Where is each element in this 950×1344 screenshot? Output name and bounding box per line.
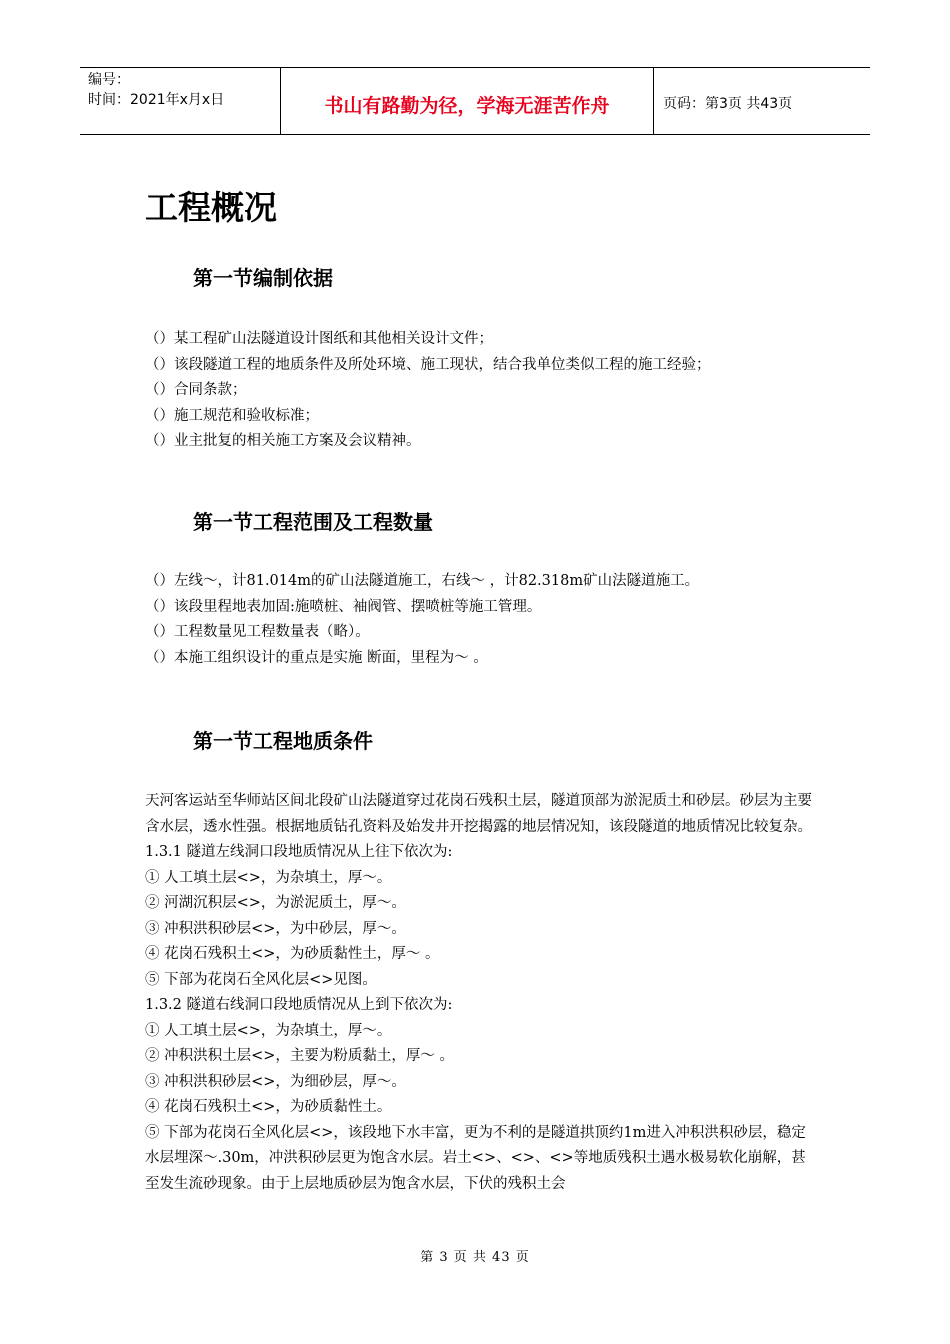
list-item: （）本施工组织设计的重点是实施 断面，里程为～ 。 [145,649,488,666]
document-time-label: 时间：2021年x月x日 [88,92,225,108]
header-motto: 书山有路勤为径，学海无涯苦作舟 [280,68,654,134]
paragraph: ③ 冲积洪积砂层<>，为细砂层，厚～。 [145,1073,406,1090]
paragraph: ⑤ 下部为花岗石全风化层<>见图。 [145,971,377,988]
section-heading-scope: 第一节工程范围及工程数量 [193,510,433,534]
list-item: （）工程数量见工程数量表（略）。 [145,624,370,640]
paragraph: ② 冲积洪积土层<>，主要为粉质黏土，厚～ 。 [145,1048,455,1064]
scope-list [145,569,699,671]
list-item: （）左线～，计81.014m的矿山法隧道施工，右线～ ，计82.318m矿山法隧道施工。 [145,573,700,589]
list-item: （）施工规范和验收标准； [145,407,319,424]
list-item: （）该段隧道工程的地质条件及所处环境、施工现状，结合我单位类似工程的施工经验； [145,356,711,373]
paragraph: ④ 花岗石残积土<>，为砂质黏性土，厚～ 。 [145,946,440,962]
header-page-info: 页码：第3页 共43页 [663,96,793,112]
list-item: （）合同条款； [145,382,247,398]
section-heading-basis: 第一节编制依据 [193,266,333,290]
paragraph: 1.3.1 隧道左线洞口段地质情况从上往下依次为: [145,844,453,860]
page-header [80,67,870,135]
paragraph: ④ 花岗石残积土<>，为砂质黏性土。 [145,1099,392,1115]
section-heading-geology: 第一节工程地质条件 [193,729,373,753]
header-meta [80,68,280,134]
paragraph: 天河客运站至华师站区间北段矿山法隧道穿过花岗石残积土层，隧道顶部为淤泥质土和砂层。砂层为主要含水层，透水性强。根据地质钻孔资料及始发井开挖揭露的地层情况知，该段隧道的地质情况比较复杂。 [145,793,812,835]
page-footer: 第 3 页 共 43 页 [420,1250,530,1265]
list-item: （）该段里程地表加固:施喷桩、袖阀管、摆喷桩等施工管理。 [145,598,542,615]
list-item: （）业主批复的相关施工方案及会议精神。 [145,433,421,449]
paragraph: 1.3.2 隧道右线洞口段地质情况从上到下依次为: [145,997,453,1013]
document-number-label: 编号： [88,72,130,88]
paragraph: ⑤ 下部为花岗石全风化层<>，该段地下水丰富，更为不利的是隧道拱顶约1m进入冲积洪积砂层，稳定水层埋深～.30m，冲洪积砂层更为饱含水层。岩土<>、<>、<>等地质残积土遇水极易软化崩解，甚至发生流砂现象。由于上层地质砂层为饱含水层，下伏的残积土会 [145,1124,806,1192]
paragraph: ① 人工填土层<>，为杂填土，厚～。 [145,1022,392,1039]
geology-body [145,789,815,1197]
paragraph: ① 人工填土层<>，为杂填土，厚～。 [145,869,392,886]
list-item: （）某工程矿山法隧道设计图纸和其他相关设计文件； [145,331,493,347]
basis-list [145,327,711,455]
paragraph: ③ 冲积洪积砂层<>，为中砂层，厚～。 [145,920,406,937]
paragraph: ② 河湖沉积层<>，为淤泥质土，厚～。 [145,895,406,911]
page-title: 工程概况 [145,188,277,227]
